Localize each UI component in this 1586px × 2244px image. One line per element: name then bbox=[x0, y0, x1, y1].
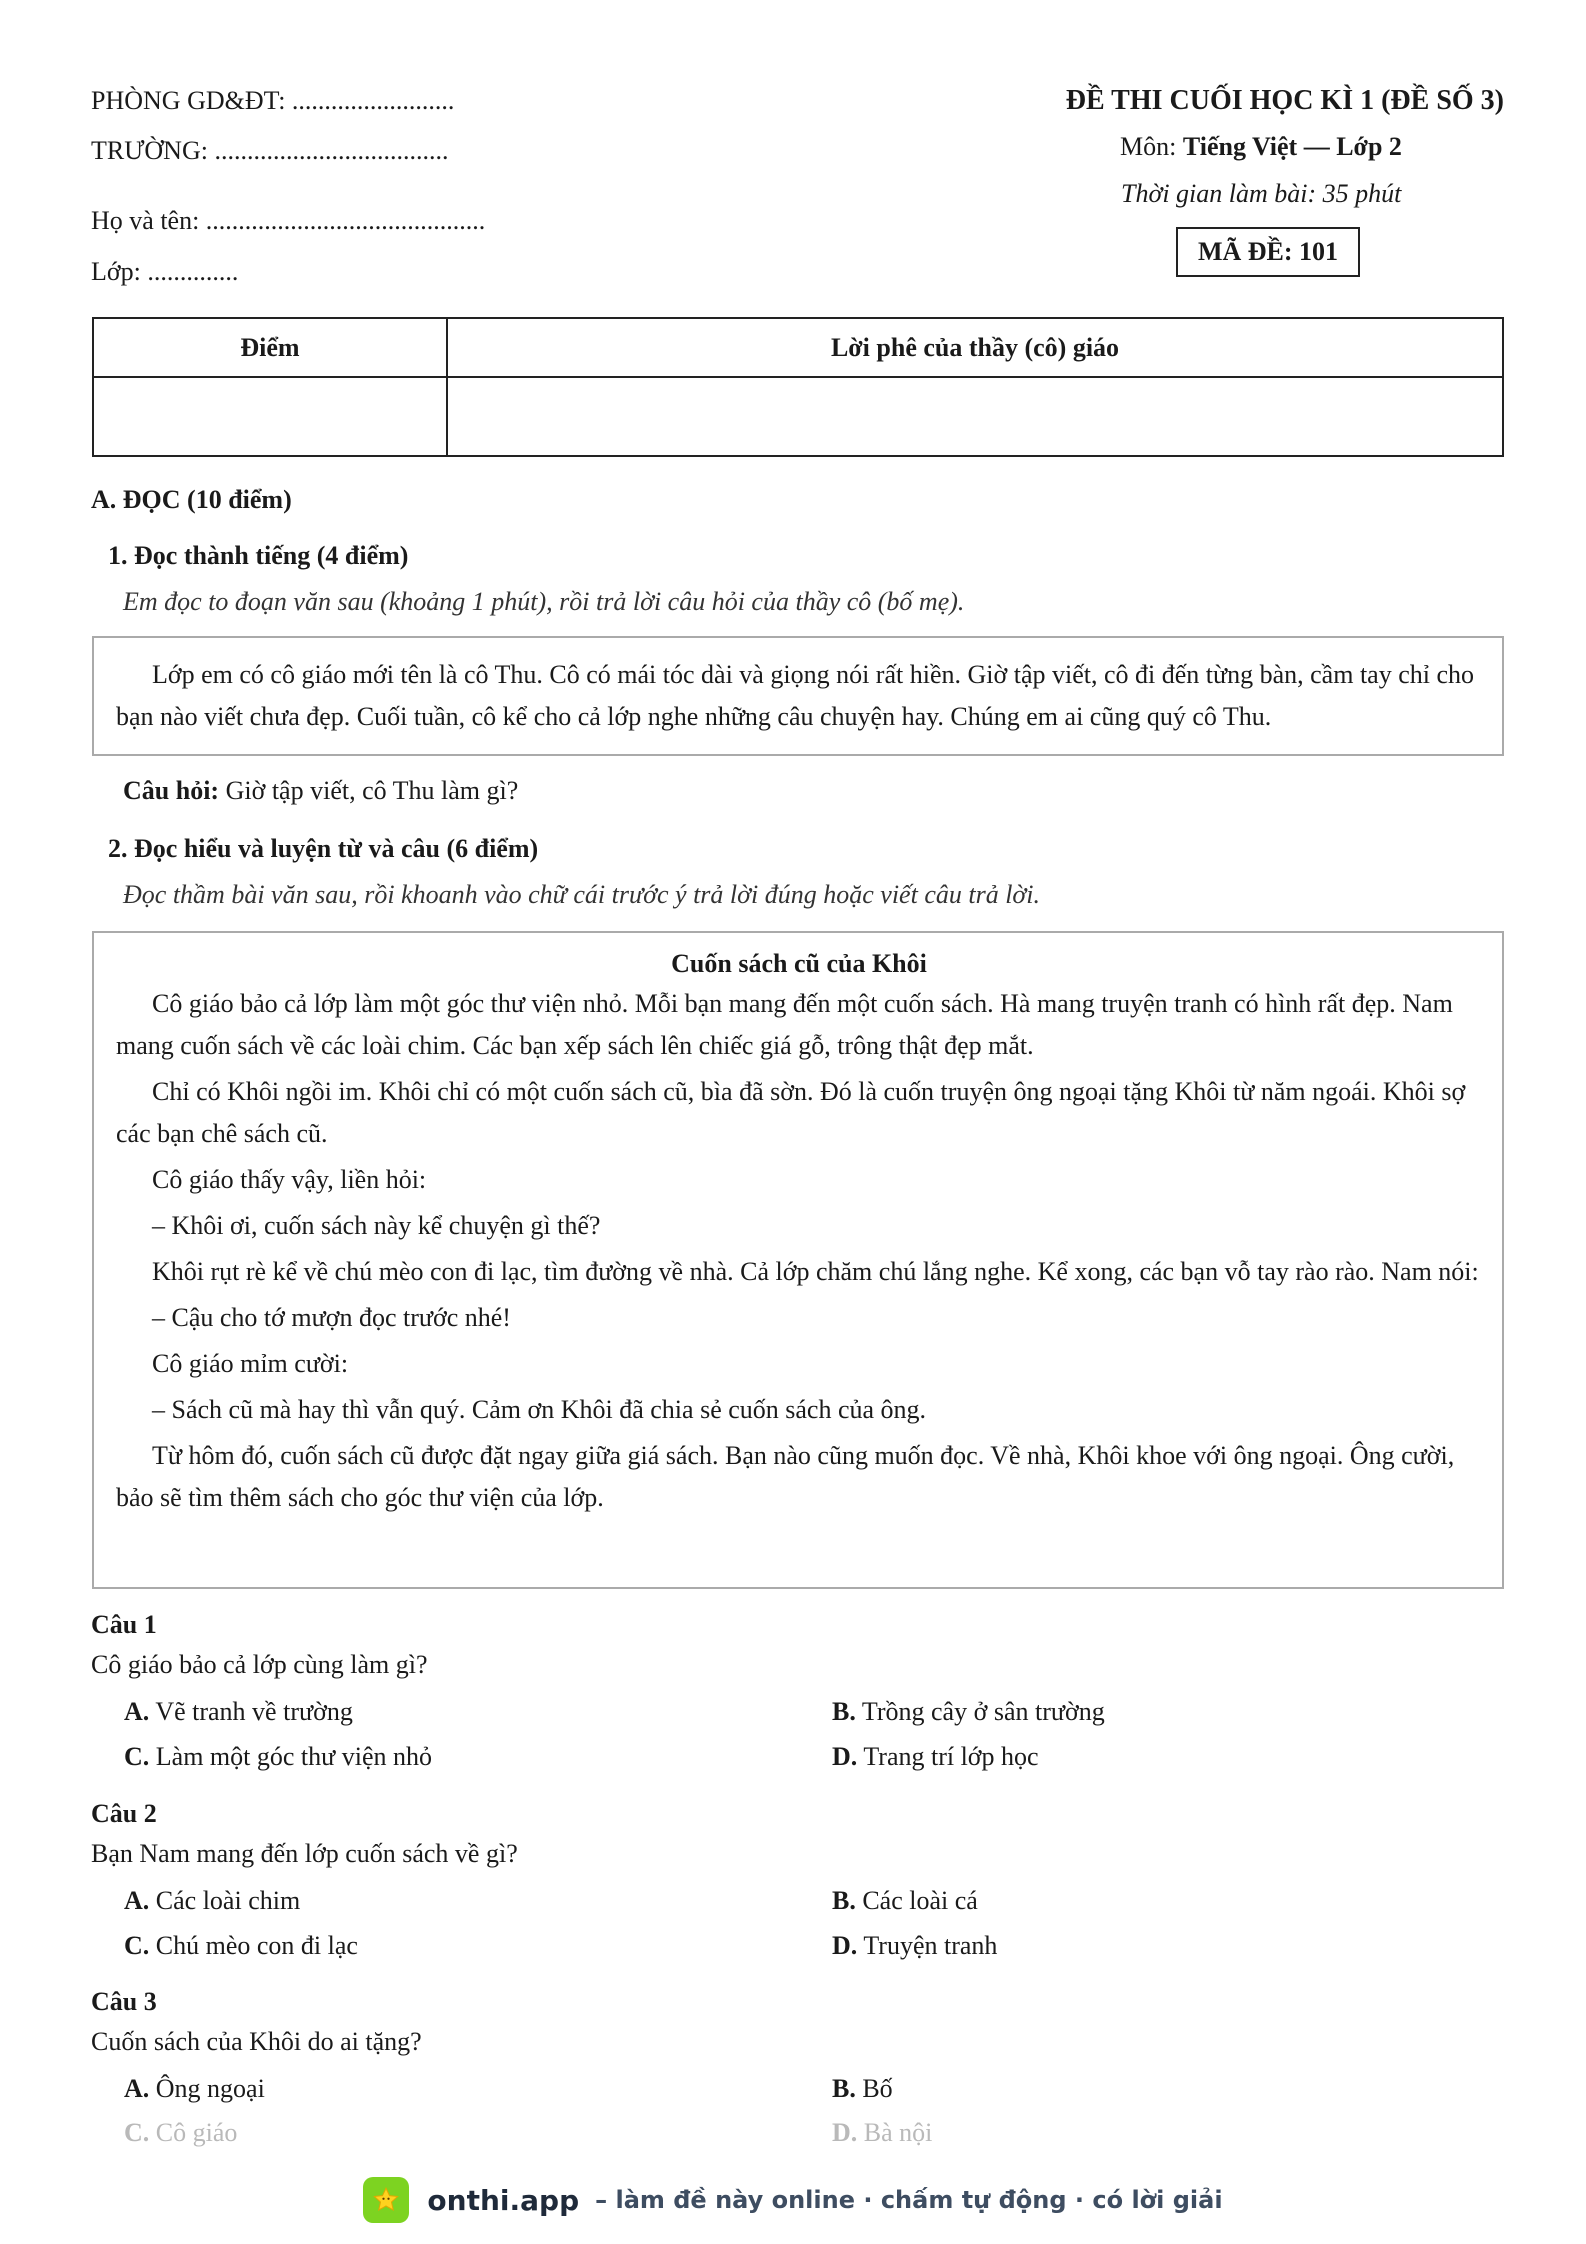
option-text: Trồng cây ở sân trường bbox=[861, 1697, 1105, 1726]
option-letter: D. bbox=[832, 2118, 858, 2147]
subject-value: Tiếng Việt — Lớp 2 bbox=[1182, 132, 1402, 161]
option-letter: C. bbox=[124, 1931, 150, 1960]
q3-option-b[interactable] bbox=[832, 2074, 893, 2104]
student-name-field: Họ và tên: ........................................... bbox=[91, 206, 486, 235]
q2-option-b[interactable] bbox=[832, 1886, 978, 1916]
school-field: TRƯỜNG: .................................... bbox=[91, 136, 449, 165]
option-text: Cô giáo bbox=[155, 2118, 238, 2147]
option-text: Bà nội bbox=[863, 2118, 933, 2147]
exam-title: ĐỀ THI CUỐI HỌC KÌ 1 (ĐỀ SỐ 3) bbox=[1065, 85, 1504, 116]
option-text: Làm một góc thư viện nhỏ bbox=[155, 1742, 432, 1771]
question-3-label: Câu 3 bbox=[91, 1987, 157, 2016]
option-letter: B. bbox=[832, 2074, 856, 2103]
q3-option-d[interactable] bbox=[832, 2118, 932, 2148]
q1-option-b[interactable] bbox=[832, 1697, 1105, 1727]
q3-option-a[interactable] bbox=[124, 2074, 265, 2104]
option-text: Các loài chim bbox=[155, 1886, 301, 1915]
story-paragraph: Cô giáo thấy vậy, liền hỏi: bbox=[152, 1165, 427, 1194]
question-2-text: Bạn Nam mang đến lớp cuốn sách về gì? bbox=[91, 1839, 518, 1868]
option-letter: C. bbox=[124, 1742, 150, 1771]
story-paragraph: – Cậu cho tớ mượn đọc trước nhé! bbox=[152, 1303, 511, 1332]
q1-option-c[interactable] bbox=[124, 1742, 432, 1772]
grade-table bbox=[92, 317, 1504, 457]
story-paragraph: Từ hôm đó, cuốn sách cũ được đặt ngay giữa giá sách. Bạn nào cũng muốn đọc. Về nhà, Khôi khoe với ông ngoại. Ông cười, bảo sẽ tìm thêm sách cho góc thư viện của lớp. bbox=[116, 1441, 1455, 1512]
question-1-label: Câu 1 bbox=[91, 1610, 157, 1639]
option-letter: A. bbox=[124, 2074, 150, 2103]
option-text: Bố bbox=[862, 2074, 893, 2103]
class-field: Lớp: .............. bbox=[91, 257, 239, 286]
subject-line bbox=[1120, 132, 1402, 162]
subject-label: Môn: bbox=[1120, 132, 1177, 161]
option-letter: C. bbox=[124, 2118, 150, 2147]
score-cell[interactable] bbox=[93, 377, 447, 456]
part1-passage-box bbox=[92, 636, 1504, 756]
option-text: Các loài cá bbox=[862, 1886, 978, 1915]
option-text: Trang trí lớp học bbox=[863, 1742, 1039, 1771]
exam-time: Thời gian làm bài: 35 phút bbox=[1121, 179, 1402, 208]
story-paragraph: Cô giáo bảo cả lớp làm một góc thư viện nhỏ. Mỗi bạn mang đến một cuốn sách. Hà mang truyện tranh có hình rất đẹp. Nam mang cuốn sách về các loài chim. Các bạn xếp sách lên chiếc giá gỗ, trông thật đẹp mắt. bbox=[116, 989, 1453, 1060]
story-paragraph: Khôi rụt rè kể về chú mèo con đi lạc, tìm đường về nhà. Cả lớp chăm chú lắng nghe. Kể xong, các bạn vỗ tay rào rào. Nam nói: bbox=[152, 1257, 1479, 1286]
option-letter: B. bbox=[832, 1886, 856, 1915]
option-letter: D. bbox=[832, 1742, 858, 1771]
story-paragraph: Cô giáo mỉm cười: bbox=[152, 1349, 349, 1378]
story-title: Cuốn sách cũ của Khôi bbox=[671, 949, 927, 978]
dept-field: PHÒNG GD&ĐT: ......................... bbox=[91, 86, 455, 115]
option-text: Ông ngoại bbox=[155, 2074, 265, 2103]
option-letter: A. bbox=[124, 1886, 150, 1915]
question-text: Giờ tập viết, cô Thu làm gì? bbox=[225, 776, 519, 805]
q2-option-a[interactable] bbox=[124, 1886, 300, 1916]
part1-instruction: Em đọc to đoạn văn sau (khoảng 1 phút), rồi trả lời câu hỏi của thầy cô (bố mẹ). bbox=[123, 587, 965, 616]
question-1-text: Cô giáo bảo cả lớp cùng làm gì? bbox=[91, 1650, 428, 1679]
comment-header: Lời phê của thầy (cô) giáo bbox=[447, 318, 1503, 377]
story-paragraph: Chỉ có Khôi ngồi im. Khôi chỉ có một cuốn sách cũ, bìa đã sờn. Đó là cuốn truyện ông ngoại tặng Khôi từ năm ngoái. Khôi sợ các bạn chê sách cũ. bbox=[116, 1077, 1466, 1148]
score-header: Điểm bbox=[93, 318, 447, 377]
option-letter: B. bbox=[832, 1697, 856, 1726]
option-text: Vẽ tranh về trường bbox=[155, 1697, 353, 1726]
q2-option-d[interactable] bbox=[832, 1931, 997, 1961]
q2-option-c[interactable] bbox=[124, 1931, 358, 1961]
story-box bbox=[92, 931, 1504, 1589]
question-3-text: Cuốn sách của Khôi do ai tặng? bbox=[91, 2027, 422, 2056]
comment-cell[interactable] bbox=[447, 377, 1503, 456]
option-text: Chú mèo con đi lạc bbox=[155, 1931, 358, 1960]
brand-name[interactable]: onthi.app bbox=[427, 2183, 580, 2217]
footer-tagline: – làm đề này online · chấm tự động · có lời giải bbox=[595, 2186, 1223, 2214]
part1-passage: Lớp em có cô giáo mới tên là cô Thu. Cô có mái tóc dài và giọng nói rất hiền. Giờ tập viết, cô đi đến từng bàn, cầm tay chỉ cho bạn nào viết chưa đẹp. Cuối tuần, cô kể cho cả lớp nghe những câu chuyện hay. Chúng em ai cũng quý cô Thu. bbox=[116, 660, 1475, 731]
option-letter: A. bbox=[124, 1697, 150, 1726]
section-a-title: A. ĐỌC (10 điểm) bbox=[91, 485, 292, 514]
star-icon bbox=[363, 2177, 409, 2223]
option-letter: D. bbox=[832, 1931, 858, 1960]
exam-code: MÃ ĐỀ: 101 bbox=[1176, 227, 1360, 277]
question-2-label: Câu 2 bbox=[91, 1799, 157, 1828]
part1-title: 1. Đọc thành tiếng (4 điểm) bbox=[108, 541, 409, 570]
question-label: Câu hỏi: bbox=[123, 776, 220, 805]
story-paragraph: – Sách cũ mà hay thì vẫn quý. Cảm ơn Khôi đã chia sẻ cuốn sách của ông. bbox=[152, 1395, 927, 1424]
story-paragraph: – Khôi ơi, cuốn sách này kể chuyện gì thế? bbox=[152, 1211, 601, 1240]
q3-option-c[interactable] bbox=[124, 2118, 237, 2148]
part2-title: 2. Đọc hiểu và luyện từ và câu (6 điểm) bbox=[108, 834, 539, 863]
q1-option-d[interactable] bbox=[832, 1742, 1039, 1772]
footer-banner[interactable] bbox=[0, 2170, 1586, 2230]
part1-question bbox=[123, 776, 518, 806]
q1-option-a[interactable] bbox=[124, 1697, 353, 1727]
part2-instruction: Đọc thầm bài văn sau, rồi khoanh vào chữ cái trước ý trả lời đúng hoặc viết câu trả lời. bbox=[123, 880, 1041, 909]
option-text: Truyện tranh bbox=[863, 1931, 998, 1960]
